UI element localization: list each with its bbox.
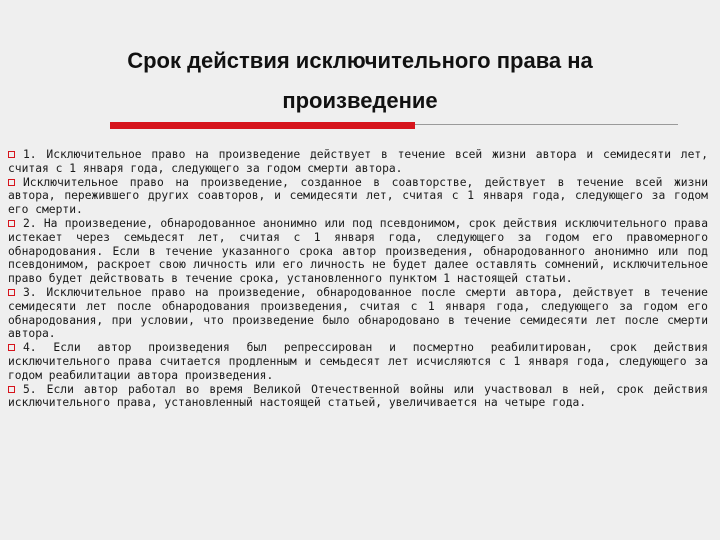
paragraph-text: Исключительное право на произведение, созданное в соавторстве, действует в течение всей жизни автора, пережившего других соавторов, и семидесяти лет, считая с 1 января года, следующего за годом его смерти. <box>8 175 708 217</box>
paragraph-text: 5. Если автор работал во время Великой Отечественной войны или участвовал в ней, срок действия исключительного права, установленный настоящей статьей, увеличивается на четыре года. <box>8 382 708 410</box>
paragraph-1 <box>8 148 708 176</box>
slide-title-line-1: Срок действия исключительного права на <box>127 48 593 73</box>
title-accent-bar <box>110 122 415 129</box>
slide-title-line-2: произведение <box>282 88 438 113</box>
paragraph-text: 2. На произведение, обнародованное анонимно или под псевдонимом, срок действия исключительного права истекает через семьдесят лет, считая с 1 января года, следующего за годом его правомерного обнародования. Если в течение указанного срока автор произведения, обнародованного анонимно или под псевдонимом, раскроет свою личность или его личность не будет далее оставлять сомнений, исключительное право будет действовать в течение срока, установленного пунктом 1 настоящей статьи. <box>8 216 708 286</box>
paragraph-2 <box>8 176 708 217</box>
square-bullet-icon <box>8 179 15 186</box>
slide-body <box>8 148 708 410</box>
paragraph-text: 3. Исключительное право на произведение, обнародованное после смерти автора, действует в течение семидесяти лет после обнародования произведения, считая с 1 января года, следующего за годом его обнародования, при условии, что произведение было обнародовано в течение семидесяти лет после смерти автора. <box>8 285 708 341</box>
paragraph-3 <box>8 217 708 286</box>
square-bullet-icon <box>8 386 15 393</box>
square-bullet-icon <box>8 289 15 296</box>
paragraph-4 <box>8 286 708 341</box>
square-bullet-icon <box>8 344 15 351</box>
paragraph-text: 4. Если автор произведения был репрессирован и посмертно реабилитирован, срок действия исключительного права считается продленным и семьдесят лет исчисляются с 1 января года, следующего за годом реабилитации автора произведения. <box>8 341 708 382</box>
square-bullet-icon <box>8 151 15 158</box>
paragraph-5 <box>8 341 708 382</box>
paragraph-text: 1. Исключительное право на произведение действует в течение всей жизни автора и семидесяти лет, считая с 1 января года, следующего за годом смерти автора. <box>8 148 708 175</box>
square-bullet-icon <box>8 220 15 227</box>
paragraph-6 <box>8 383 708 411</box>
